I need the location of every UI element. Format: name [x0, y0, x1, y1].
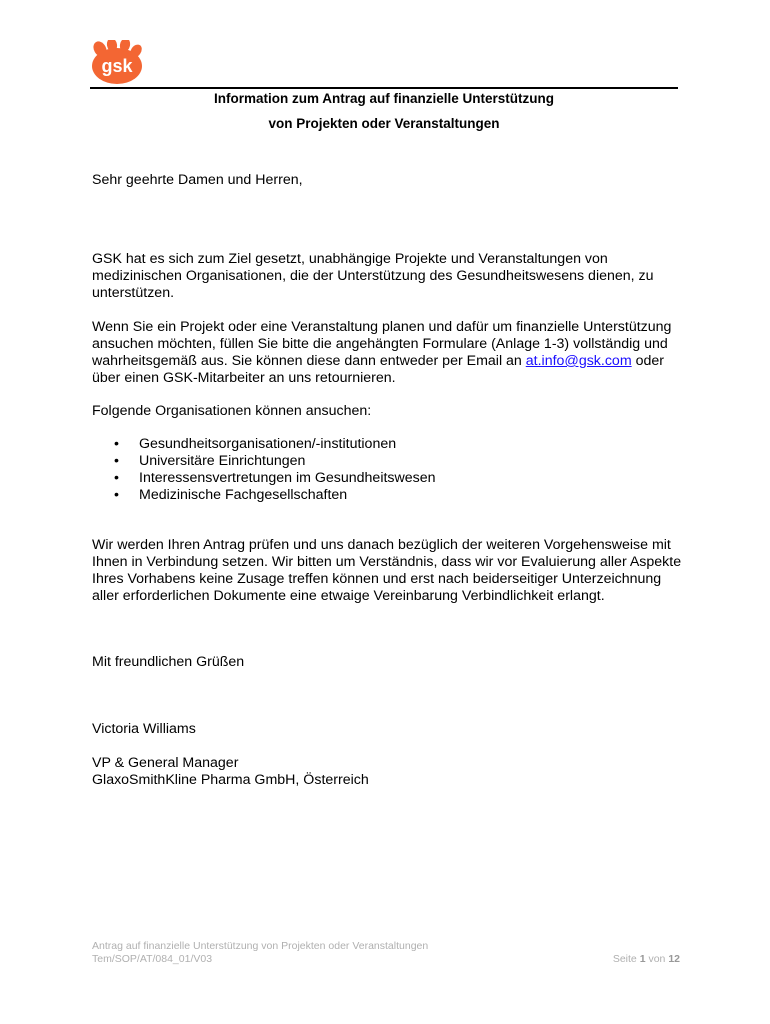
page-current: 1 [639, 953, 646, 965]
signature-position: VP & General Manager [92, 755, 239, 771]
closing: Mit freundlichen Grüßen [92, 654, 245, 670]
review-paragraph: Wir werden Ihren Antrag prüfen und uns danach bezüglich der weiteren Vorgehensweise mit Ihnen in Verbindung setzen. Wir bitten um Verständnis, dass wir vor Evaluierung aller Aspekte Ihres Vorhabens keine Zusage treffen können und erst nach beiderseitiger Unterzeichnung aller erforderlichen Dokumente eine etwaige Vereinbarung Verbindlichkeit erlangt. [92, 537, 682, 604]
header-rule [90, 87, 678, 89]
list-item-text: Gesundheitsorganisationen/-institutionen [139, 436, 397, 452]
document-title-line1: Information zum Antrag auf finanzielle Unterstützung [214, 91, 554, 106]
email-link[interactable]: at.info@gsk.com [525, 353, 632, 369]
application-paragraph [92, 319, 682, 387]
application-text-before: Wenn Sie ein Projekt oder eine Veranstaltung planen und dafür um finanzielle Unterstützung ansuchen möchten, füllen Sie bitte die angehängten Formulare (Anlage 1-3) vollständig und wahrheitsgemäß aus. Sie können diese dann entweder per Email an [92, 319, 672, 369]
list-item [92, 453, 436, 470]
signature-company: GlaxoSmithKline Pharma GmbH, Österreich [92, 772, 369, 788]
page-number [613, 953, 680, 965]
page-total: 12 [668, 953, 680, 965]
document-title-line2: von Projekten oder Veranstaltungen [268, 116, 500, 131]
signature-name: Victoria Williams [92, 721, 196, 737]
organisation-list [92, 436, 436, 504]
greeting: Sehr geehrte Damen und Herren, [92, 172, 303, 188]
intro-paragraph: GSK hat es sich zum Ziel gesetzt, unabhängige Projekte und Veranstaltungen von medizinischen Organisationen, die der Unterstützung des Gesundheitswesens dienen, zu unterstützen. [92, 251, 654, 301]
page-separator: von [648, 953, 666, 965]
list-item-text: Interessensvertretungen im Gesundheitswesen [139, 470, 436, 486]
bullet-icon: • [114, 487, 119, 503]
list-item [92, 470, 436, 487]
bullet-icon: • [114, 470, 119, 486]
bullet-icon: • [114, 436, 119, 452]
gsk-logo [88, 40, 146, 86]
application-text-after: oder über einen GSK-Mitarbeiter an uns retournieren. [92, 353, 664, 386]
list-item-text: Universitäre Einrichtungen [139, 453, 306, 469]
page-prefix: Seite [612, 953, 637, 965]
footer [92, 940, 428, 966]
bullet-icon: • [114, 453, 119, 469]
list-item [92, 436, 436, 453]
gsk-logo-text: gsk [101, 56, 133, 76]
list-item [92, 487, 436, 504]
list-intro: Folgende Organisationen können ansuchen: [92, 403, 372, 419]
footer-doc-code: Tem/SOP/AT/084_01/V03 [92, 953, 213, 965]
footer-title: Antrag auf finanzielle Unterstützung von Projekten oder Veranstaltungen [92, 940, 429, 952]
list-item-text: Medizinische Fachgesellschaften [139, 487, 348, 503]
